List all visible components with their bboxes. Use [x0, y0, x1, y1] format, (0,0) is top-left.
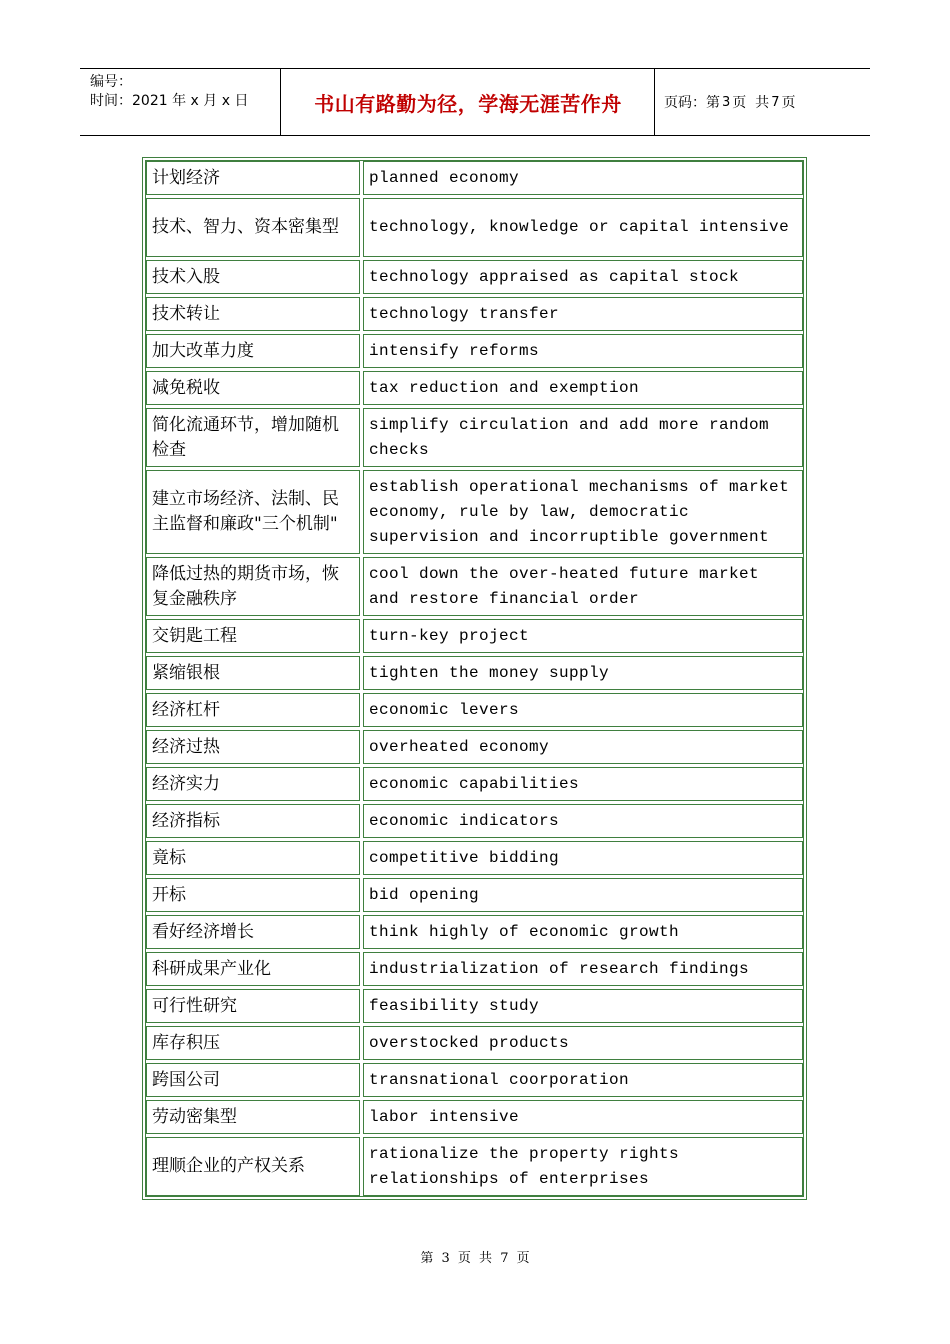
table-row [146, 198, 803, 257]
chinese-term: 降低过热的期货市场，恢复金融秩序 [146, 557, 360, 616]
table-row [146, 989, 803, 1023]
document-number-label: 编号： [90, 74, 132, 90]
page-prefix: 页码：第 [664, 95, 720, 111]
chinese-term: 加大改革力度 [146, 334, 360, 368]
english-translation: think highly of economic growth [363, 915, 803, 949]
chinese-term: 交钥匙工程 [146, 619, 360, 653]
english-translation: feasibility study [363, 989, 803, 1023]
english-translation: economic capabilities [363, 767, 803, 801]
table-row [146, 693, 803, 727]
chinese-term: 技术转让 [146, 297, 360, 331]
english-translation: labor intensive [363, 1100, 803, 1134]
glossary-table [142, 157, 807, 1200]
english-translation: technology transfer [363, 297, 803, 331]
table-row [146, 730, 803, 764]
table-row [146, 1063, 803, 1097]
table-row [146, 841, 803, 875]
english-translation: intensify reforms [363, 334, 803, 368]
english-translation: bid opening [363, 878, 803, 912]
english-translation: tighten the money supply [363, 656, 803, 690]
table-row [146, 1137, 803, 1196]
chinese-term: 库存积压 [146, 1026, 360, 1060]
header-meta [90, 73, 280, 111]
chinese-term: 技术入股 [146, 260, 360, 294]
chinese-term: 劳动密集型 [146, 1100, 360, 1134]
chinese-term: 跨国公司 [146, 1063, 360, 1097]
chinese-term: 理顺企业的产权关系 [146, 1137, 360, 1196]
chinese-term: 技术、智力、资本密集型 [146, 198, 360, 257]
table-row [146, 1026, 803, 1060]
table-row [146, 557, 803, 616]
header-divider-left [280, 69, 281, 135]
chinese-term: 减免税收 [146, 371, 360, 405]
chinese-term: 可行性研究 [146, 989, 360, 1023]
chinese-term: 建立市场经济、法制、民主监督和廉政"三个机制" [146, 470, 360, 554]
chinese-term: 计划经济 [146, 161, 360, 195]
chinese-term: 看好经济增长 [146, 915, 360, 949]
english-translation: technology, knowledge or capital intensive [363, 198, 803, 257]
table-row [146, 804, 803, 838]
table-row [146, 619, 803, 653]
english-translation: economic levers [363, 693, 803, 727]
chinese-term: 紧缩银根 [146, 656, 360, 690]
document-date: 时间：2021 年 x 月 x 日 [90, 93, 249, 109]
header-divider-right [654, 69, 655, 135]
table-row [146, 260, 803, 294]
chinese-term: 简化流通环节，增加随机检查 [146, 408, 360, 467]
table-row [146, 161, 803, 195]
table-row [146, 297, 803, 331]
table-row [146, 952, 803, 986]
english-translation: overheated economy [363, 730, 803, 764]
table-row [146, 878, 803, 912]
chinese-term: 竟标 [146, 841, 360, 875]
table-row [146, 1100, 803, 1134]
table-row [146, 915, 803, 949]
chinese-term: 科研成果产业化 [146, 952, 360, 986]
page-mid: 页 共 [732, 95, 770, 111]
english-translation: industrialization of research findings [363, 952, 803, 986]
table-row [146, 656, 803, 690]
glossary-body [146, 161, 803, 1196]
english-translation: overstocked products [363, 1026, 803, 1060]
chinese-term: 经济杠杆 [146, 693, 360, 727]
header-page-indicator [664, 69, 795, 135]
english-translation: rationalize the property rights relationships of enterprises [363, 1137, 803, 1196]
english-translation: cool down the over-heated future market and restore financial order [363, 557, 803, 616]
header-motto: 书山有路勤为径，学海无涯苦作舟 [314, 91, 622, 116]
english-translation: planned economy [363, 161, 803, 195]
page-current: 3 [722, 94, 731, 110]
table-row [146, 470, 803, 554]
chinese-term: 经济指标 [146, 804, 360, 838]
table-row [146, 371, 803, 405]
english-translation: competitive bidding [363, 841, 803, 875]
chinese-term: 经济实力 [146, 767, 360, 801]
table-row [146, 334, 803, 368]
english-translation: technology appraised as capital stock [363, 260, 803, 294]
english-translation: tax reduction and exemption [363, 371, 803, 405]
table-row [146, 408, 803, 467]
chinese-term: 开标 [146, 878, 360, 912]
english-translation: simplify circulation and add more random checks [363, 408, 803, 467]
chinese-term: 经济过热 [146, 730, 360, 764]
english-translation: economic indicators [363, 804, 803, 838]
page-suffix: 页 [781, 95, 796, 111]
page-header [80, 68, 870, 136]
page-footer: 第 3 页 共 7 页 [420, 1251, 530, 1266]
english-translation: transnational coorporation [363, 1063, 803, 1097]
english-translation: establish operational mechanisms of market economy, rule by law, democratic supervision and incorruptible government [363, 470, 803, 554]
english-translation: turn-key project [363, 619, 803, 653]
table-row [146, 767, 803, 801]
page-total: 7 [771, 94, 780, 110]
